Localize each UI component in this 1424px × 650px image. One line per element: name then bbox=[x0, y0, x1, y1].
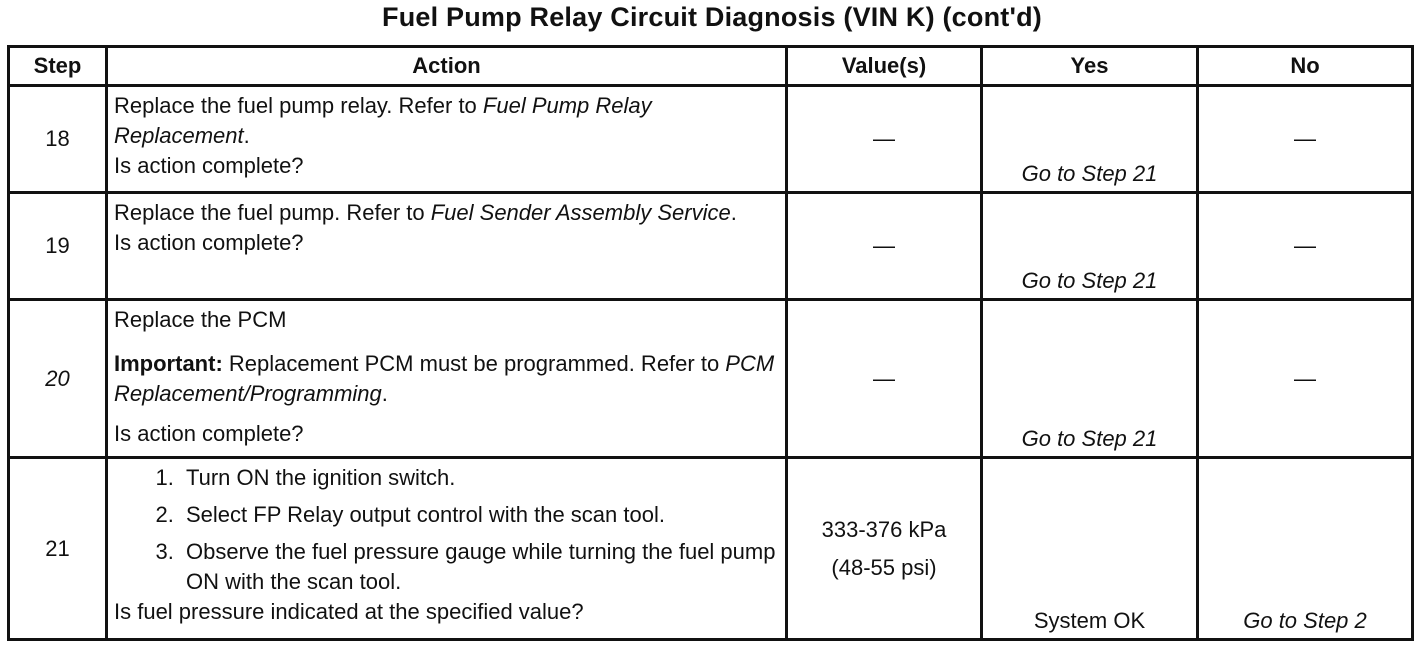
yes-result: Go to Step 21 bbox=[1021, 426, 1158, 451]
yes-result: Go to Step 21 bbox=[1021, 268, 1158, 293]
no-cell: — bbox=[1198, 86, 1413, 193]
action-cell bbox=[107, 86, 787, 193]
procedure-list bbox=[114, 463, 779, 597]
step-number: 19 bbox=[9, 193, 107, 300]
yes-result: System OK bbox=[1033, 608, 1146, 633]
yes-cell bbox=[982, 193, 1198, 300]
no-cell: — bbox=[1198, 300, 1413, 458]
reference-link: PCM Replacement/Programming bbox=[114, 351, 775, 406]
value-cell: — bbox=[787, 300, 982, 458]
reference-link: Fuel Pump Relay Replacement bbox=[114, 93, 652, 148]
action-question: Is action complete? bbox=[114, 153, 304, 178]
table-row bbox=[9, 193, 1413, 300]
step-number: 20 bbox=[9, 300, 107, 458]
table-row bbox=[9, 458, 1413, 640]
value-cell bbox=[787, 458, 982, 640]
action-cell bbox=[107, 300, 787, 458]
page-title: Fuel Pump Relay Circuit Diagnosis (VIN K) (cont'd) bbox=[382, 2, 1042, 32]
table-row bbox=[9, 86, 1413, 193]
action-cell bbox=[107, 193, 787, 300]
important-note: Important: Replacement PCM must be programmed. Refer to PCM Replacement/Programming. bbox=[114, 351, 775, 406]
action-text: Replace the fuel pump. Refer to Fuel Sender Assembly Service. bbox=[114, 200, 737, 225]
header-step: Step bbox=[9, 47, 107, 86]
action-question: Is action complete? bbox=[114, 230, 304, 255]
no-cell bbox=[1198, 458, 1413, 640]
step-number: 21 bbox=[9, 458, 107, 640]
yes-cell bbox=[982, 86, 1198, 193]
table-row bbox=[9, 300, 1413, 458]
yes-cell bbox=[982, 300, 1198, 458]
header-yes: Yes bbox=[982, 47, 1198, 86]
header-no: No bbox=[1198, 47, 1413, 86]
list-item: 1. Turn ON the ignition switch. bbox=[180, 463, 779, 493]
reference-link: Fuel Sender Assembly Service bbox=[430, 200, 731, 225]
yes-result: Go to Step 21 bbox=[1021, 161, 1158, 186]
action-text: Replace the PCM bbox=[114, 307, 287, 332]
header-action: Action bbox=[107, 47, 787, 86]
list-item: 3. Observe the fuel pressure gauge while turning the fuel pump ON with the scan tool. bbox=[180, 537, 779, 597]
action-question: Is action complete? bbox=[114, 421, 304, 446]
step-number: 18 bbox=[9, 86, 107, 193]
header-row bbox=[9, 47, 1413, 86]
no-cell: — bbox=[1198, 193, 1413, 300]
value-cell: — bbox=[787, 86, 982, 193]
no-result: Go to Step 2 bbox=[1243, 608, 1367, 633]
yes-cell bbox=[982, 458, 1198, 640]
value-cell: — bbox=[787, 193, 982, 300]
list-item: 2. Select FP Relay output control with the scan tool. bbox=[180, 500, 779, 530]
value-kpa: 333-376 kPa bbox=[821, 516, 947, 542]
action-cell bbox=[107, 458, 787, 640]
header-values: Value(s) bbox=[787, 47, 982, 86]
action-question: Is fuel pressure indicated at the specified value? bbox=[114, 599, 584, 624]
value-psi: (48-55 psi) bbox=[831, 554, 937, 580]
action-text: Replace the fuel pump relay. Refer to Fuel Pump Relay Replacement. bbox=[114, 93, 652, 148]
diagnosis-table bbox=[7, 45, 1414, 641]
